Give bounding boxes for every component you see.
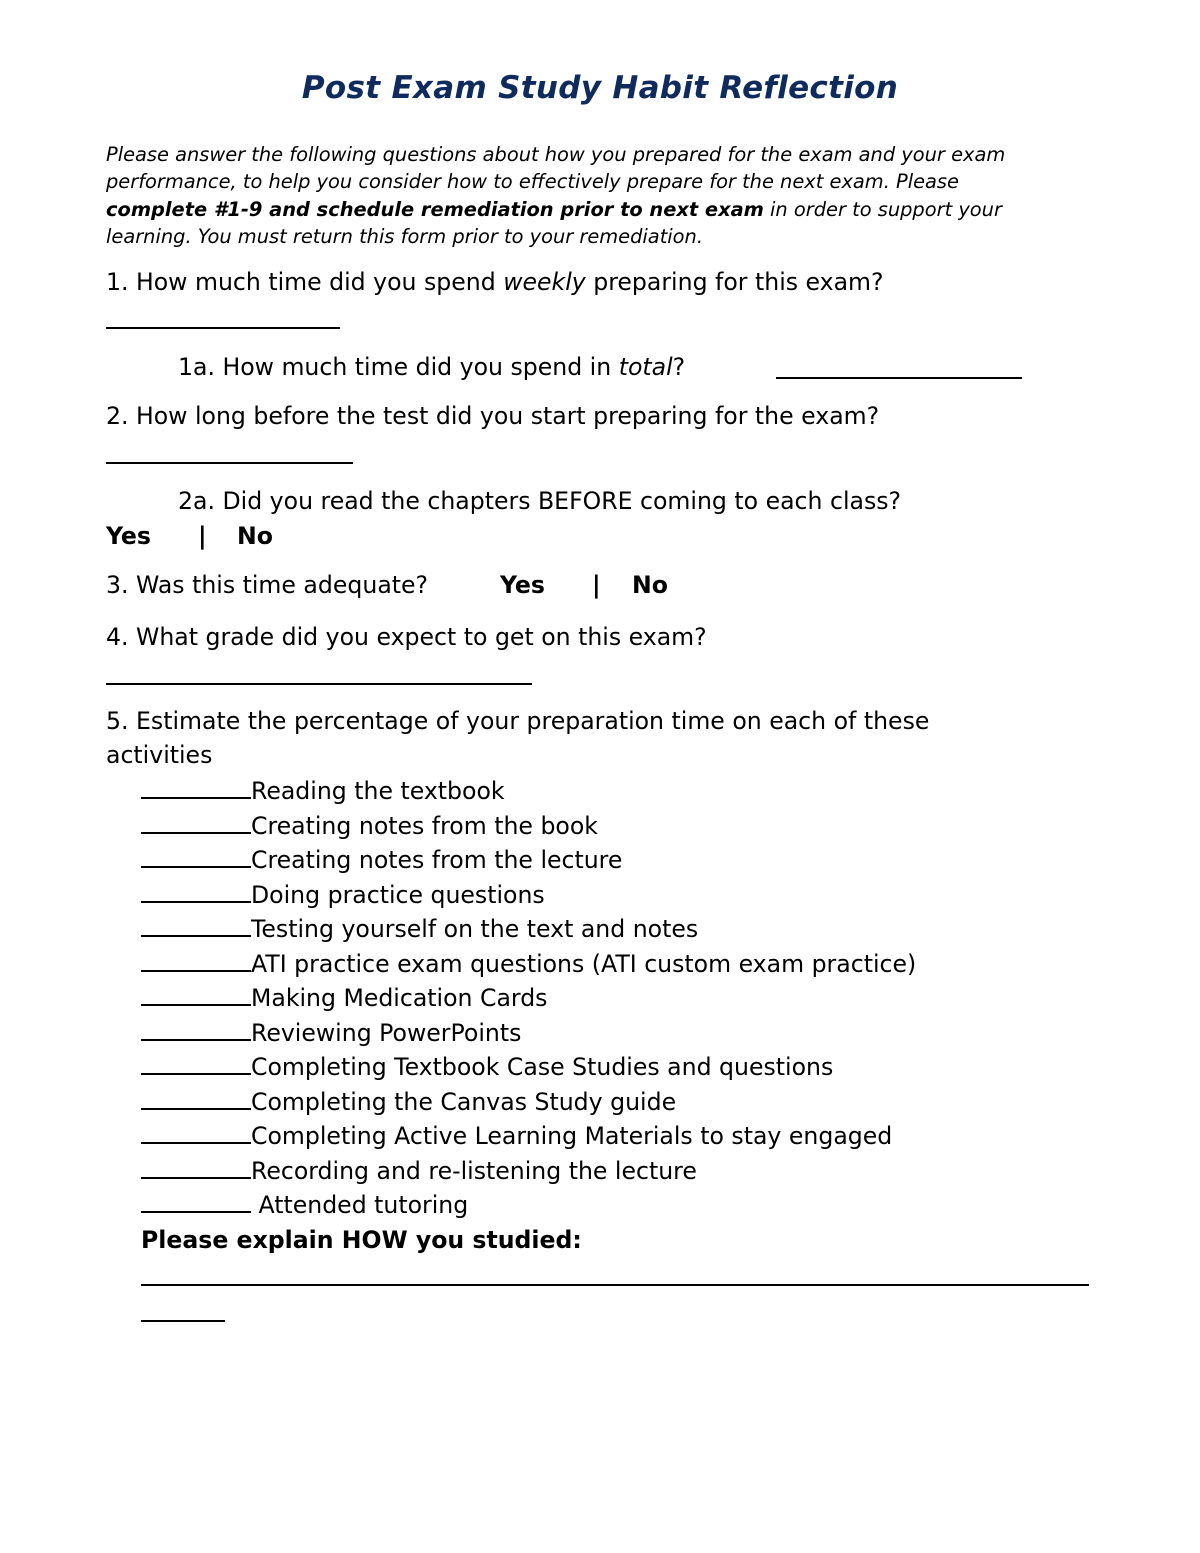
- activity-percentage-blank[interactable]: [141, 948, 251, 972]
- explain-prompt: Please explain HOW you studied:: [141, 1226, 582, 1254]
- activity-percentage-blank[interactable]: [141, 775, 251, 799]
- instructions-paragraph: [106, 141, 1066, 250]
- activity-label: Creating notes from the lecture: [251, 846, 623, 874]
- activity-label: ATI practice exam questions (ATI custom exam practice): [251, 949, 917, 978]
- question-2-answer-line[interactable]: [106, 462, 353, 464]
- activity-percentage-blank[interactable]: [141, 810, 251, 834]
- question-1-suffix: preparing for this exam?: [585, 268, 884, 296]
- activity-label: Creating notes from the book: [251, 811, 598, 840]
- instructions-text-2: in order to support your learning. You must return this form prior to your remediation.: [106, 197, 1002, 248]
- activity-item: [141, 775, 505, 806]
- question-2a-yes[interactable]: Yes: [106, 522, 151, 550]
- activity-item: [141, 948, 916, 979]
- instructions-bold-text: complete #1-9 and schedule remediation prior to next exam: [106, 197, 764, 221]
- activity-label: Completing Textbook Case Studies and questions: [251, 1053, 834, 1081]
- question-2: 2. How long before the test did you start preparing for the exam?: [106, 402, 880, 430]
- activity-label: Completing the Canvas Study guide: [251, 1087, 677, 1116]
- activity-label: Completing Active Learning Materials to stay engaged: [251, 1122, 893, 1150]
- explain-answer-line-1[interactable]: [141, 1284, 1089, 1286]
- question-1a: [178, 352, 685, 382]
- activity-item: [141, 1017, 521, 1048]
- activity-percentage-blank[interactable]: [141, 1017, 251, 1041]
- question-1a-answer-line[interactable]: [776, 377, 1022, 379]
- question-2a: 2a. Did you read the chapters BEFORE coming to each class?: [178, 487, 902, 515]
- activity-percentage-blank[interactable]: [141, 1051, 251, 1075]
- activity-percentage-blank[interactable]: [141, 1120, 251, 1144]
- activity-percentage-blank[interactable]: [141, 879, 251, 903]
- activity-item: [141, 1155, 697, 1186]
- activity-item: [141, 913, 698, 944]
- activity-label: Reviewing PowerPoints: [251, 1018, 522, 1047]
- activity-label: Recording and re-listening the lecture: [251, 1156, 697, 1185]
- question-2a-separator: |: [198, 522, 207, 550]
- document-title: Post Exam Study Habit Reflection: [301, 70, 899, 106]
- activity-percentage-blank[interactable]: [141, 1189, 251, 1213]
- question-4: 4. What grade did you expect to get on this exam?: [106, 623, 707, 651]
- question-3-yes[interactable]: Yes: [500, 571, 545, 599]
- activity-percentage-blank[interactable]: [141, 844, 251, 868]
- activity-label: Making Medication Cards: [251, 984, 548, 1012]
- activity-label: Reading the textbook: [251, 777, 505, 805]
- question-1a-emphasis: total: [618, 353, 673, 381]
- activity-item: [141, 1120, 892, 1151]
- question-2a-no[interactable]: No: [237, 522, 273, 550]
- question-3-no[interactable]: No: [632, 571, 668, 599]
- activity-label: Attended tutoring: [251, 1191, 469, 1219]
- question-3-separator: |: [592, 571, 601, 599]
- activity-item: [141, 1051, 833, 1082]
- question-1: [106, 267, 884, 297]
- activity-item: [141, 810, 598, 841]
- activity-item: [141, 1189, 468, 1220]
- explain-answer-line-2[interactable]: [141, 1320, 225, 1322]
- activity-item: [141, 879, 545, 910]
- activity-label: Testing yourself on the text and notes: [251, 915, 699, 943]
- activity-item: [141, 844, 622, 875]
- activity-percentage-blank[interactable]: [141, 1086, 251, 1110]
- activity-item: [141, 1086, 676, 1117]
- activity-label: Doing practice questions: [251, 880, 545, 909]
- instructions-text-1: Please answer the following questions about how you prepared for the exam and your exam performance, to help you consider how to effectively prepare for the next exam. Please: [106, 143, 1006, 194]
- question-4-answer-line[interactable]: [106, 683, 532, 685]
- question-5-line-1: 5. Estimate the percentage of your preparation time on each of these: [106, 707, 930, 735]
- question-3: 3. Was this time adequate?: [106, 571, 429, 599]
- question-1a-suffix: ?: [672, 353, 686, 381]
- activity-percentage-blank[interactable]: [141, 913, 251, 937]
- activity-percentage-blank[interactable]: [141, 982, 251, 1006]
- activity-item: [141, 982, 547, 1013]
- question-1a-prefix: 1a. How much time did you spend in: [178, 353, 619, 381]
- question-1-answer-line[interactable]: [106, 327, 340, 329]
- question-5-line-2: activities: [106, 741, 213, 769]
- question-1-emphasis: weekly: [503, 268, 586, 296]
- question-1-prefix: 1. How much time did you spend: [106, 268, 504, 296]
- activity-percentage-blank[interactable]: [141, 1155, 251, 1179]
